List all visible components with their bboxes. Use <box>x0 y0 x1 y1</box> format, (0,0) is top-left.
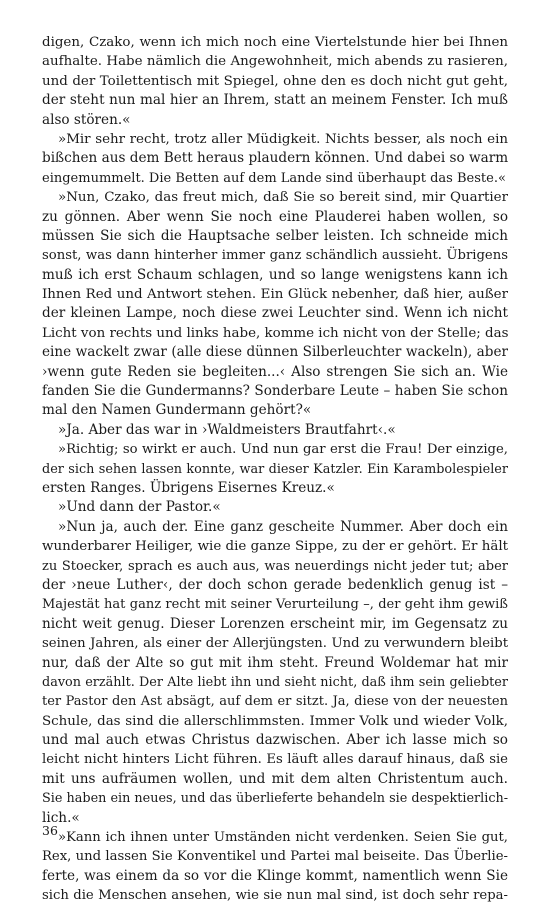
text-line: digen, Czako, wenn ich mich noch eine Viertelstunde hier bei Ihnen <box>42 35 508 50</box>
text-line: zu gönnen. Aber wenn Sie noch eine Plauderei haben wollen, so <box>42 208 508 225</box>
text-line: seinen Jahren, als einer der Allerjüngsten. Und zu verwundern bleibt <box>42 636 508 652</box>
text-line: Schule, das sind die allerschlimmsten. Immer Volk und wieder Volk, <box>42 713 508 729</box>
text-line: Majestät hat ganz recht mit seiner Verurteilung –, der geht ihm gewiß <box>42 597 508 613</box>
text-line: »Und dann der Pastor.« <box>58 499 221 516</box>
text-line: »Nun ja, auch der. Eine ganz gescheite Nummer. Aber doch ein <box>58 518 508 535</box>
text-line: mit uns aufräumen wollen, und mit dem alten Christentum auch. <box>42 770 508 787</box>
text-line: der kleinen Lampe, noch diese zwei Leuchter sind. Wenn ich nicht <box>42 305 508 322</box>
text-line: leicht nicht hinters Licht führen. Es läuft alles darauf hinaus, daß sie <box>42 752 508 768</box>
text-line: ferte, was einem da so vor die Klinge kommt, namentlich wenn Sie <box>42 867 508 884</box>
text-line: mal den Namen Gundermann gehört?« <box>42 402 312 419</box>
text-line: bißchen aus dem Bett heraus plaudern können. Und dabei so warm <box>42 150 508 167</box>
text-line: Rex, und lassen Sie Konventikel und Partei mal beiseite. Das Überlie- <box>42 849 508 865</box>
text-line: also stören.« <box>42 111 131 128</box>
text-line: Sie haben ein neues, und das überlieferte behandeln sie despektierlich- <box>42 791 508 807</box>
text-line: Ihnen Red und Antwort stehen. Ein Glück nebenher, daß hier, außer <box>42 287 508 303</box>
text-line: der steht nun mal hier an Ihrem, statt an meinem Fenster. Ich muß <box>42 92 508 109</box>
text-line: eine wackelt zwar (alle diese dünnen Silberleuchter wackeln), aber <box>42 344 508 361</box>
text-line: und der Toilettentisch mit Spiegel, ohne den es doch nicht gut geht, <box>42 73 508 89</box>
text-line: wunderbarer Heiliger, wie die ganze Sippe, zu der er gehört. Er hält <box>42 539 508 555</box>
text-line: lich.« <box>42 809 80 826</box>
page-number: 36 <box>42 823 58 838</box>
text-line: muß ich erst Schaum schlagen, und so lange wenigstens kann ich <box>42 266 508 283</box>
text-line: sonst, was dann hinterher immer ganz schändlich aussieht. Übrigens <box>42 248 508 264</box>
text-line: der sich sehen lassen konnte, war dieser Katzler. Ein Karambolespieler <box>42 461 508 477</box>
text-line: der ›neue Luther‹, der doch schon gerade bedenklich genug ist – <box>42 576 508 593</box>
text-line: »Mir sehr recht, trotz aller Müdigkeit. Nichts besser, als noch ein <box>58 131 508 147</box>
text-line: nur, daß der Alte so gut mit ihm steht. Freund Woldemar hat mir <box>42 654 508 671</box>
text-line: aufhalte. Habe nämlich die Angewohnheit, mich abends zu rasieren, <box>42 54 508 70</box>
text-line: und mal auch etwas Christus dazwischen. Aber ich lasse mich so <box>42 732 508 749</box>
text-line: Licht von rechts und links habe, komme ich nicht von der Stelle; das <box>42 325 508 341</box>
text-line: »Ja. Aber das war in ›Waldmeisters Brautfahrt‹.« <box>58 421 396 438</box>
text-line: »Nun, Czako, das freut mich, daß Sie so bereit sind, mir Quartier <box>58 190 508 206</box>
text-line: »Richtig; so wirkt er auch. Und nun gar erst die Frau! Der einzige, <box>58 442 508 458</box>
text-line: müssen Sie sich die Hauptsache selber leisten. Ich schneide mich <box>42 227 508 244</box>
text-line: eingemummelt. Die Betten auf dem Lande sind überhaupt das Beste.« <box>42 170 506 186</box>
text-line: ter Pastor den Ast absägt, auf dem er sitzt. Ja, diese von der neuesten <box>42 694 508 710</box>
text-line: zu Stoecker, sprach es auch aus, was neuerdings nicht jeder tut; aber <box>42 558 508 574</box>
text-line: nicht weit genug. Dieser Lorenzen erscheint mir, im Gegensatz zu <box>42 615 508 632</box>
text-line: sich die Menschen ansehen, wie sie nun mal sind, ist doch sehr repa- <box>42 888 508 904</box>
text-line: davon erzählt. Der Alte liebt ihn und sieht nicht, daß ihm sein geliebter <box>42 674 508 690</box>
text-line: ›wenn gute Reden sie begleiten...‹ Also strengen Sie sich an. Wie <box>42 363 508 380</box>
text-line: ersten Ranges. Übrigens Eisernes Kreuz.« <box>42 479 335 496</box>
text-line: »Kann ich ihnen unter Umständen nicht verdenken. Seien Sie gut, <box>58 830 508 846</box>
text-line: fanden Sie die Gundermanns? Sonderbare Leute – haben Sie schon <box>42 383 508 400</box>
body-text <box>42 33 508 906</box>
